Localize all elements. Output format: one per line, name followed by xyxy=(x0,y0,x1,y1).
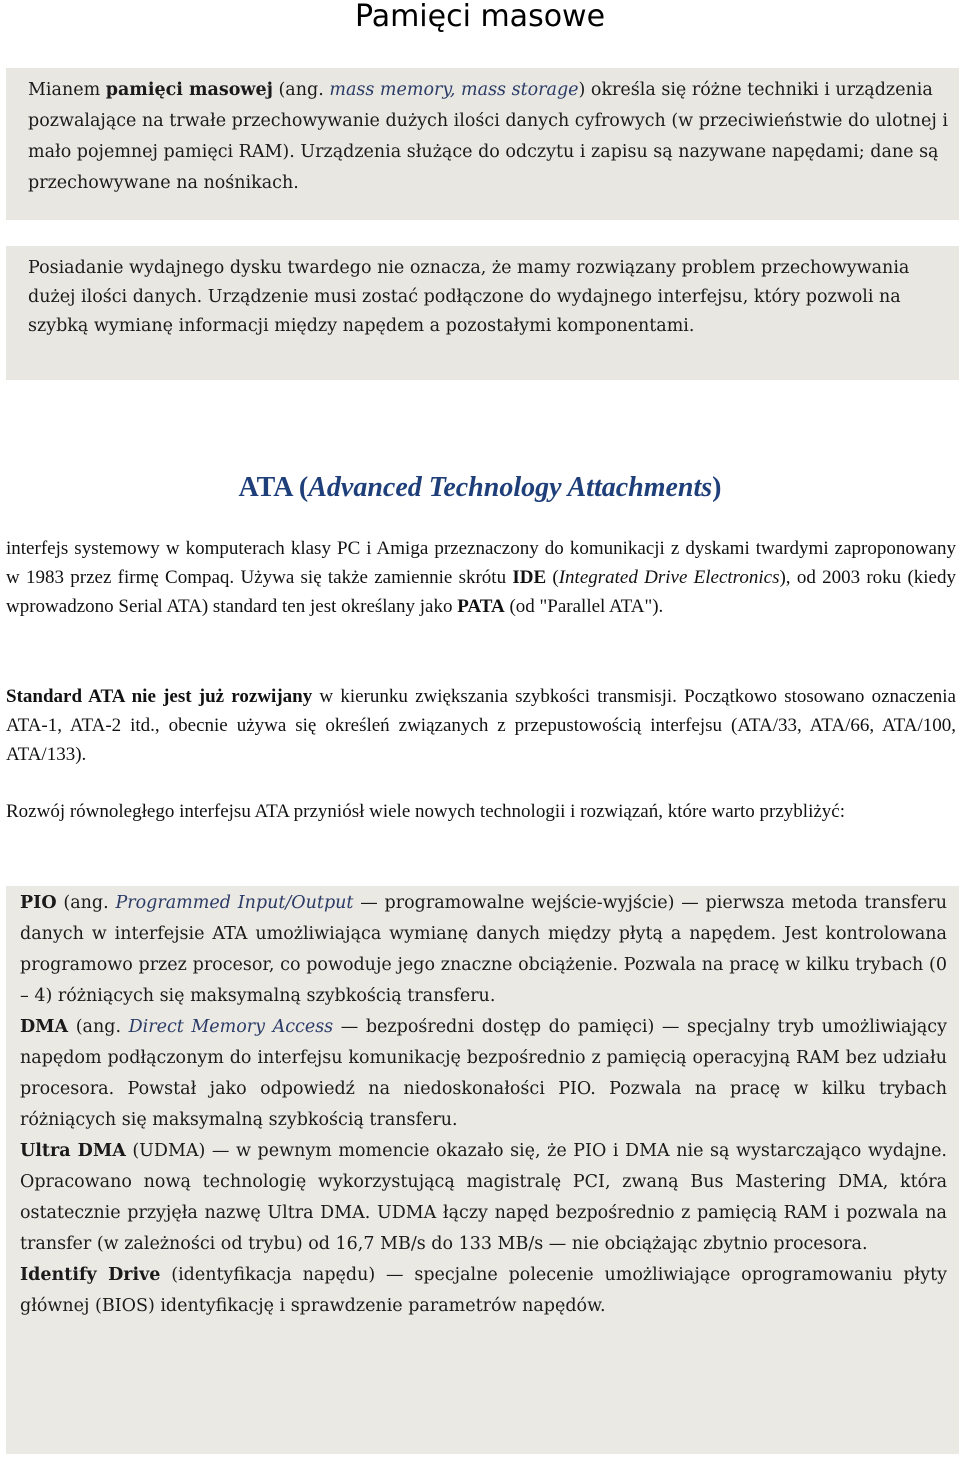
scanned-technologies-excerpt xyxy=(6,886,959,1454)
section-heading xyxy=(0,468,960,508)
bold-term: IDE xyxy=(512,567,547,588)
text-run: w kierunku zwiększania szybkości transmisji. Początkowo stosowano oznaczenia ATA-1, ATA-2 itd., obecnie używa się określeń związanych z przepustowością interfejsu (ATA/33, ATA/66, ATA/100, ATA/133). xyxy=(6,686,956,765)
bold-term: Standard ATA nie jest już rozwijany xyxy=(6,686,313,707)
bold-term: PIO xyxy=(20,893,57,913)
ata-definition-paragraph xyxy=(6,534,956,621)
hard-disk-paragraph: Posiadanie wydajnego dysku twardego nie oznacza, że mamy rozwiązany problem przechowywania dużej ilości danych. Urządzenie musi zostać podłączone do wydajnego interfejsu, który pozwoli na szybką wymianę informacji między napędem a pozostałymi komponentami. xyxy=(28,258,910,336)
definition-paragraph xyxy=(28,75,949,199)
identify-drive-entry xyxy=(20,1260,947,1322)
text-run: (identyfikacja napędu) — specjalne polecenie umożliwiające oprogramowaniu płyty głównej (BIOS) identyfikację i sprawdzenie parametrów napędów. xyxy=(20,1265,947,1316)
text-run: — programowalne wejście-wyjście) — pierwsza metoda transferu danych w interfejsie ATA umożliwiająca wymianę danych między płytą a napędem. Jest kontrolowana programowo przez procesor, co powoduje jego znaczne obciążenie. Pozwala na pracę w kilku trybach (0 – 4) różniących się maksymalną szybkością transferu. xyxy=(20,893,947,1006)
text-run: (ang. xyxy=(68,1017,129,1037)
ata-standard-paragraph xyxy=(6,682,956,769)
italic-term: mass memory, mass storage xyxy=(329,80,579,100)
ata-technologies-intro: Rozwój równoległego interfejsu ATA przyniósł wiele nowych technologii i rozwiązań, które warto przybliżyć: xyxy=(6,801,845,822)
italic-term: Programmed Input/Output xyxy=(115,893,354,913)
bold-term: DMA xyxy=(20,1017,69,1037)
text-run: (ang. xyxy=(272,80,330,100)
text-run: — bezpośredni dostęp do pamięci) — specjalny tryb umożliwiający napędom podłączonym do interfejsu komunikację bezpośrednio z pamięcią operacyjną RAM bez udziału procesora. Powstał jako odpowiedź na niedoskonałości PIO. Pozwala na pracę w kilku trybach różniących się maksymalną szybkością transferu. xyxy=(20,1017,947,1130)
bold-term: Identify Drive xyxy=(20,1265,161,1285)
scanned-definition-excerpt xyxy=(6,68,959,220)
scanned-hard-disk-excerpt xyxy=(6,246,959,380)
text-run: (od "Parallel ATA"). xyxy=(504,596,664,617)
heading-prefix: ATA ( xyxy=(238,472,309,503)
bold-term: pamięci masowej xyxy=(105,80,273,100)
text-run: interfejs systemowy w komputerach klasy PC i Amiga przeznaczony do komunikacji z dyskami twardymi zaproponowany w 1983 przez firmę Compaq. Używa się także zamiennie skrótu xyxy=(6,538,956,588)
text-run: (UDMA) — w pewnym momencie okazało się, że PIO i DMA nie są wystarczająco wydajne. Opracowano nową technologię wykorzystującą magistralę PCI, zwaną Bus Mastering DMA, która ostatecznie przyjęła nazwę Ultra DMA. UDMA łączy napęd bezpośrednio z pamięcią RAM i pozwala na transfer (w zależności od trybu) od 16,7 MB/s do 133 MB/s — nie obciążając zbytnio procesora. xyxy=(20,1141,947,1254)
italic-term: Integrated Drive Electronics xyxy=(558,567,780,588)
text-run: (ang. xyxy=(56,893,116,913)
dma-entry xyxy=(20,1012,947,1136)
bold-term: PATA xyxy=(457,596,505,617)
text-run: ), od 2003 roku (kiedy wprowadzono Serial ATA) standard ten jest określany jako xyxy=(6,567,956,617)
udma-entry xyxy=(20,1136,947,1260)
text-run: Mianem xyxy=(28,80,106,100)
text-run: ) określa się różne techniki i urządzenia pozwalające na trwałe przechowywanie dużych ilości danych cyfrowych (w przeciwieństwie do ulotnej i mało pojemnej pamięci RAM). Urządzenia służące do odczytu i zapisu są nazywane napędami; dane są przechowywane na nośnikach. xyxy=(28,80,948,193)
heading-italic: Advanced Technology Attachments xyxy=(308,472,713,503)
italic-term: Direct Memory Access xyxy=(128,1017,334,1037)
text-run: ( xyxy=(546,567,559,588)
bold-term: Ultra DMA xyxy=(20,1141,126,1161)
page-title: Pamięci masowe xyxy=(354,0,606,34)
heading-suffix: ) xyxy=(712,472,722,503)
pio-entry xyxy=(20,888,947,1012)
